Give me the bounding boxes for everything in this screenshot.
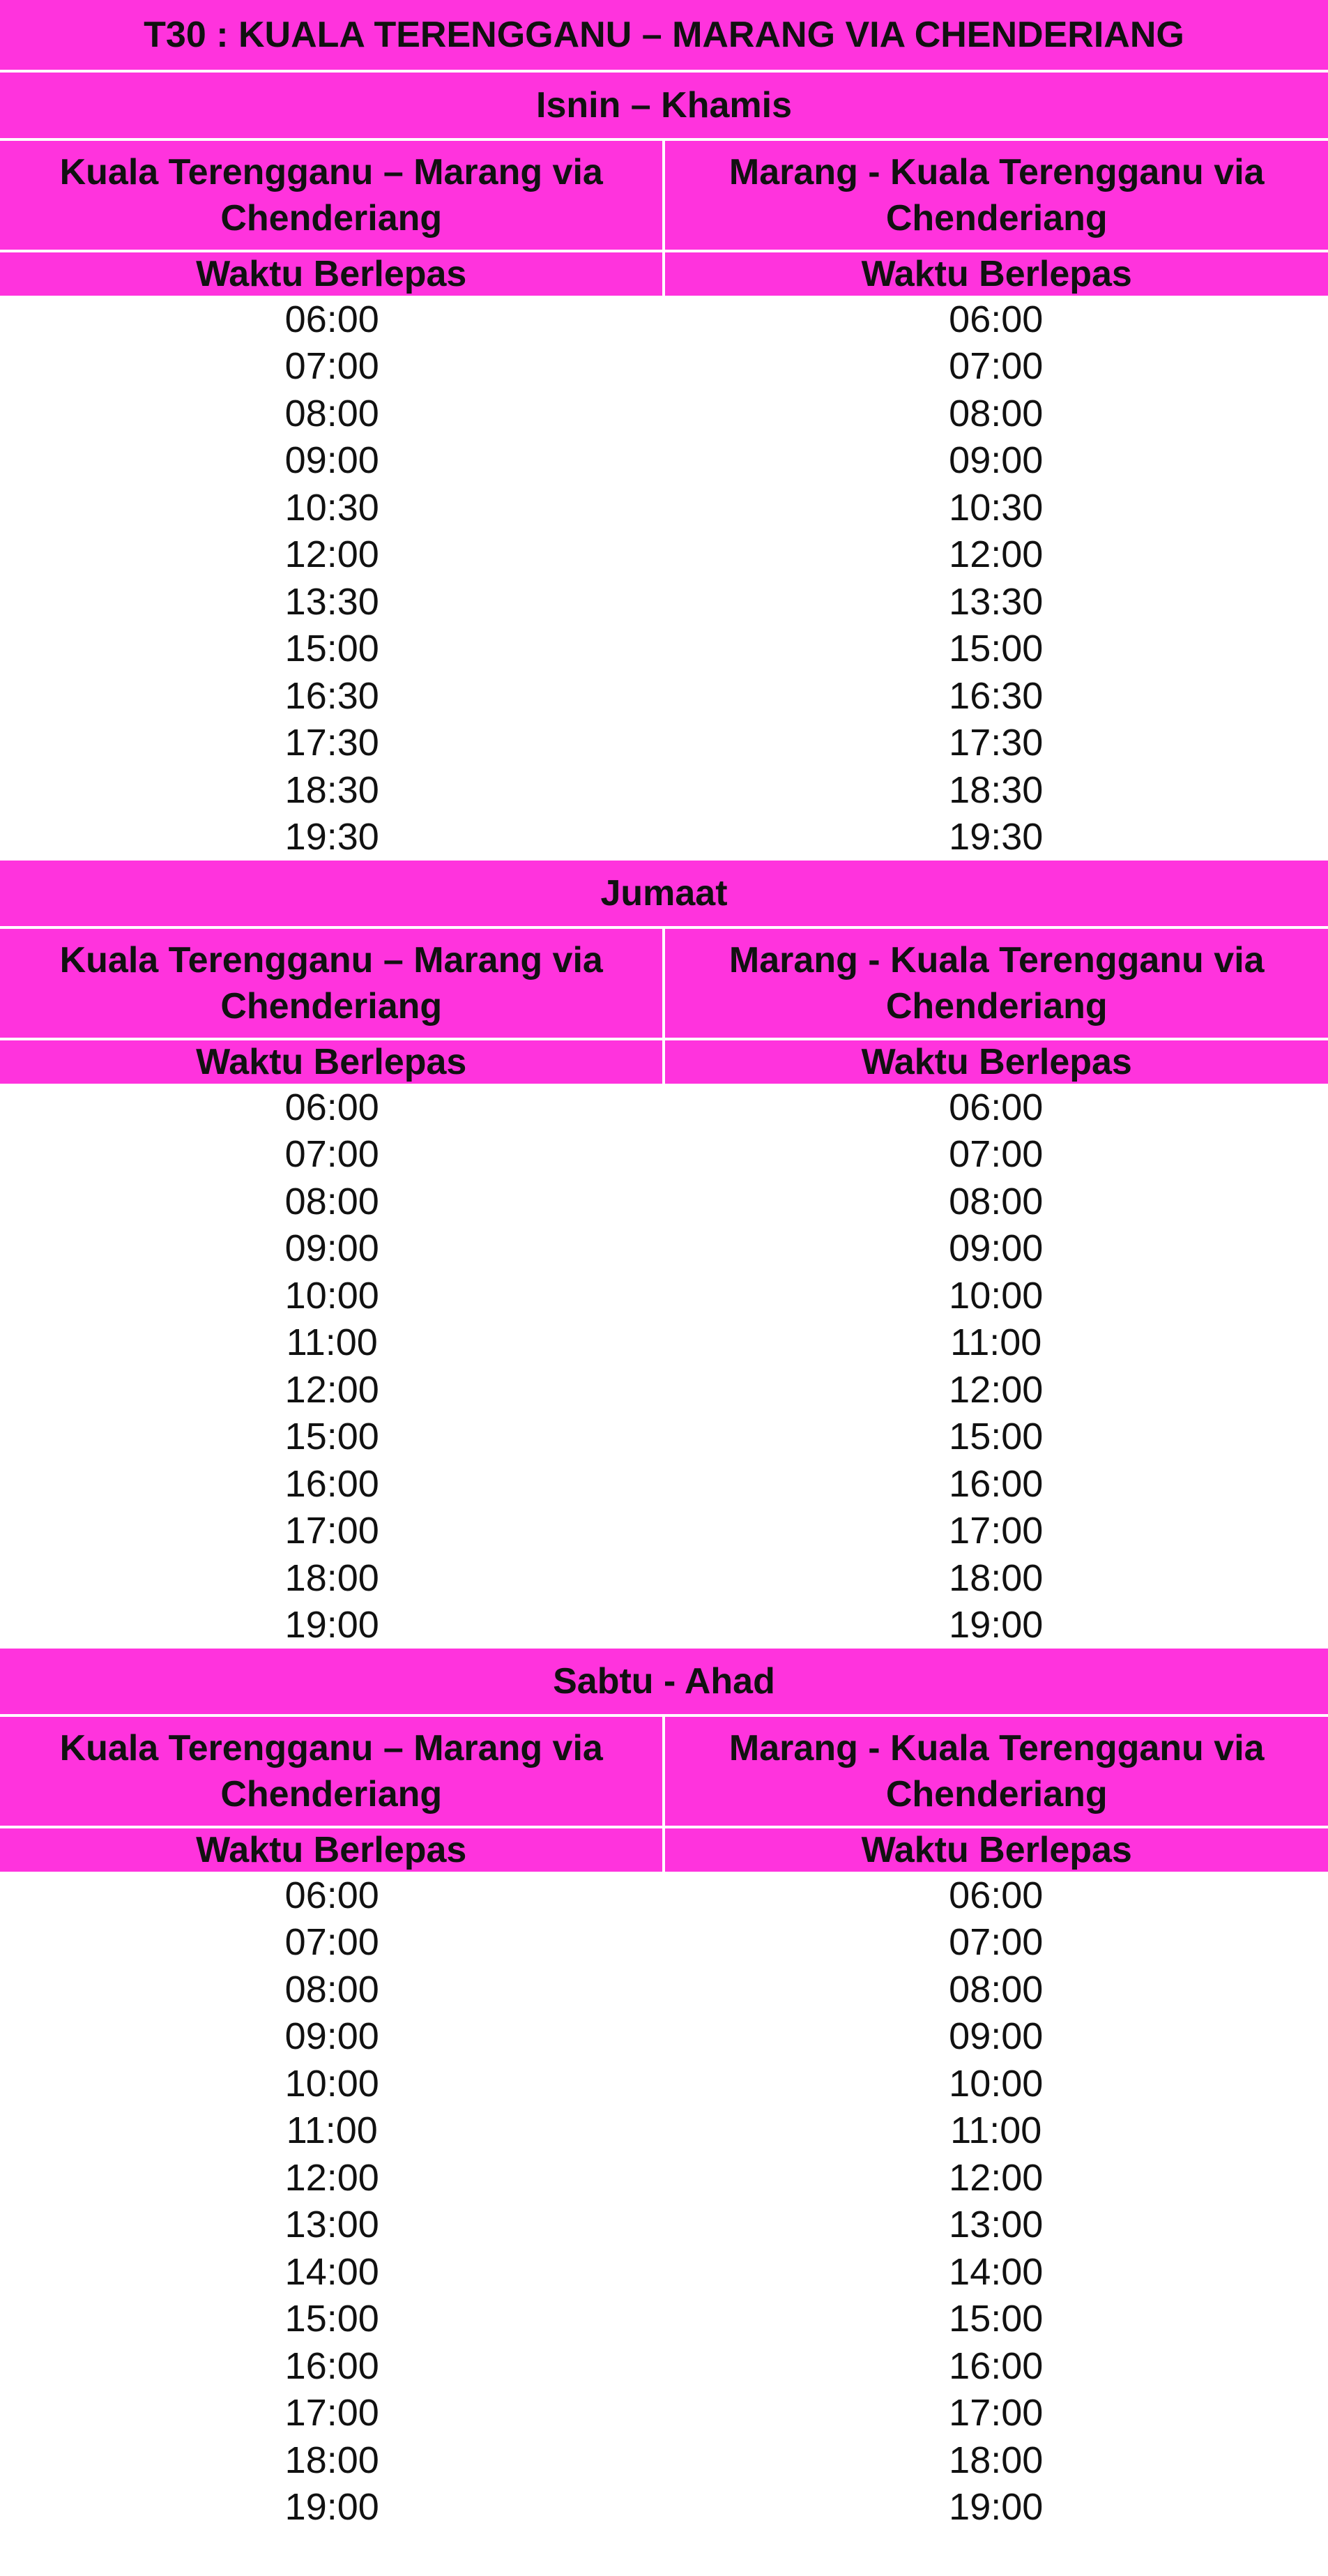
departure-time-b: 07:00 xyxy=(664,1131,1328,1179)
departure-time-b: 10:30 xyxy=(664,484,1328,531)
time-row xyxy=(0,2154,1328,2202)
time-row xyxy=(0,626,1328,673)
departure-time-a: 11:00 xyxy=(0,2107,664,2155)
time-row xyxy=(0,1508,1328,1555)
departure-label-b: Waktu Berlepas xyxy=(664,251,1328,296)
day-heading: Sabtu - Ahad xyxy=(0,1649,1328,1715)
departure-time-a: 10:00 xyxy=(0,2060,664,2107)
departure-time-a: 12:00 xyxy=(0,2154,664,2202)
departure-time-b: 19:00 xyxy=(664,2484,1328,2531)
departure-time-a: 15:00 xyxy=(0,1414,664,1461)
time-row xyxy=(0,484,1328,531)
day-heading: Jumaat xyxy=(0,861,1328,927)
departure-time-b: 16:30 xyxy=(664,672,1328,720)
departure-time-a: 16:00 xyxy=(0,1460,664,1508)
departure-time-b: 06:00 xyxy=(664,1872,1328,1919)
departure-label-a: Waktu Berlepas xyxy=(0,1827,664,1872)
time-row xyxy=(0,578,1328,626)
time-row xyxy=(0,2437,1328,2484)
time-row xyxy=(0,2484,1328,2531)
departure-time-b: 09:00 xyxy=(664,437,1328,485)
departure-time-a: 14:00 xyxy=(0,2248,664,2296)
departure-time-b: 12:00 xyxy=(664,1366,1328,1414)
departure-time-b: 18:30 xyxy=(664,766,1328,814)
departure-time-a: 09:00 xyxy=(0,2013,664,2061)
departure-time-a: 09:00 xyxy=(0,1225,664,1273)
time-row xyxy=(0,1178,1328,1225)
departure-time-a: 18:00 xyxy=(0,2437,664,2484)
time-row xyxy=(0,1966,1328,2013)
time-row xyxy=(0,390,1328,437)
departure-time-a: 11:00 xyxy=(0,1319,664,1367)
time-row xyxy=(0,1084,1328,1131)
direction-a-heading: Kuala Terengganu – Marang via Chenderiang xyxy=(0,1715,664,1827)
departure-time-a: 06:00 xyxy=(0,1872,664,1919)
departure-time-a: 09:00 xyxy=(0,437,664,485)
time-row xyxy=(0,531,1328,579)
departure-time-a: 08:00 xyxy=(0,1178,664,1225)
time-row xyxy=(0,2202,1328,2249)
departure-time-b: 08:00 xyxy=(664,390,1328,437)
departure-time-a: 17:30 xyxy=(0,720,664,767)
departure-label-row xyxy=(0,251,1328,296)
time-row xyxy=(0,1414,1328,1461)
time-row xyxy=(0,1319,1328,1367)
day-row xyxy=(0,861,1328,927)
departure-time-a: 13:30 xyxy=(0,578,664,626)
departure-time-b: 19:30 xyxy=(664,814,1328,861)
departure-time-a: 18:00 xyxy=(0,1554,664,1602)
time-row xyxy=(0,1872,1328,1919)
departure-time-a: 06:00 xyxy=(0,1084,664,1131)
departure-time-a: 16:00 xyxy=(0,2342,664,2390)
time-row xyxy=(0,437,1328,485)
departure-time-b: 06:00 xyxy=(664,296,1328,343)
time-row xyxy=(0,2107,1328,2155)
time-row xyxy=(0,1131,1328,1179)
direction-b-heading: Marang - Kuala Terengganu via Chenderiang xyxy=(664,927,1328,1039)
departure-time-b: 11:00 xyxy=(664,1319,1328,1367)
time-row xyxy=(0,720,1328,767)
departure-time-b: 12:00 xyxy=(664,531,1328,579)
direction-row xyxy=(0,927,1328,1039)
departure-time-b: 17:30 xyxy=(664,720,1328,767)
title-row xyxy=(0,0,1328,71)
departure-time-a: 13:00 xyxy=(0,2202,664,2249)
departure-time-a: 19:00 xyxy=(0,1602,664,1649)
route-title: T30 : KUALA TERENGGANU – MARANG VIA CHENDERIANG xyxy=(0,0,1328,71)
departure-time-a: 17:00 xyxy=(0,1508,664,1555)
direction-a-heading: Kuala Terengganu – Marang via Chenderiang xyxy=(0,927,664,1039)
departure-time-a: 16:30 xyxy=(0,672,664,720)
departure-label-row xyxy=(0,1827,1328,1872)
departure-time-b: 18:00 xyxy=(664,1554,1328,1602)
departure-time-b: 08:00 xyxy=(664,1178,1328,1225)
time-row xyxy=(0,1919,1328,1967)
departure-time-a: 18:30 xyxy=(0,766,664,814)
time-row xyxy=(0,2390,1328,2437)
departure-time-a: 08:00 xyxy=(0,1966,664,2013)
time-row xyxy=(0,1225,1328,1273)
departure-time-b: 09:00 xyxy=(664,1225,1328,1273)
departure-label-row xyxy=(0,1039,1328,1084)
time-row xyxy=(0,1272,1328,1319)
departure-time-a: 10:30 xyxy=(0,484,664,531)
departure-time-a: 07:00 xyxy=(0,1919,664,1967)
departure-time-b: 19:00 xyxy=(664,1602,1328,1649)
time-row xyxy=(0,1460,1328,1508)
departure-time-a: 07:00 xyxy=(0,1131,664,1179)
departure-time-a: 06:00 xyxy=(0,296,664,343)
departure-label-b: Waktu Berlepas xyxy=(664,1039,1328,1084)
departure-time-a: 15:00 xyxy=(0,2296,664,2343)
departure-label-b: Waktu Berlepas xyxy=(664,1827,1328,1872)
time-row xyxy=(0,1602,1328,1649)
departure-time-b: 13:00 xyxy=(664,2202,1328,2249)
time-row xyxy=(0,2013,1328,2061)
departure-time-b: 09:00 xyxy=(664,2013,1328,2061)
departure-time-b: 17:00 xyxy=(664,1508,1328,1555)
time-row xyxy=(0,1366,1328,1414)
departure-time-b: 15:00 xyxy=(664,1414,1328,1461)
time-row xyxy=(0,2248,1328,2296)
departure-time-b: 18:00 xyxy=(664,2437,1328,2484)
direction-row xyxy=(0,1715,1328,1827)
direction-a-heading: Kuala Terengganu – Marang via Chenderiang xyxy=(0,139,664,251)
departure-time-a: 19:30 xyxy=(0,814,664,861)
departure-time-a: 19:00 xyxy=(0,2484,664,2531)
departure-time-a: 10:00 xyxy=(0,1272,664,1319)
departure-time-a: 12:00 xyxy=(0,531,664,579)
departure-time-b: 10:00 xyxy=(664,2060,1328,2107)
time-row xyxy=(0,2296,1328,2343)
time-row xyxy=(0,672,1328,720)
day-row xyxy=(0,71,1328,139)
departure-time-a: 08:00 xyxy=(0,390,664,437)
departure-time-b: 14:00 xyxy=(664,2248,1328,2296)
departure-time-b: 10:00 xyxy=(664,1272,1328,1319)
departure-time-b: 06:00 xyxy=(664,1084,1328,1131)
departure-time-b: 08:00 xyxy=(664,1966,1328,2013)
time-row xyxy=(0,343,1328,391)
day-heading: Isnin – Khamis xyxy=(0,71,1328,139)
departure-time-b: 07:00 xyxy=(664,1919,1328,1967)
departure-label-a: Waktu Berlepas xyxy=(0,1039,664,1084)
departure-time-a: 12:00 xyxy=(0,1366,664,1414)
time-row xyxy=(0,814,1328,861)
departure-time-b: 16:00 xyxy=(664,1460,1328,1508)
direction-b-heading: Marang - Kuala Terengganu via Chenderiang xyxy=(664,1715,1328,1827)
departure-time-b: 15:00 xyxy=(664,626,1328,673)
direction-b-heading: Marang - Kuala Terengganu via Chenderiang xyxy=(664,139,1328,251)
departure-label-a: Waktu Berlepas xyxy=(0,251,664,296)
day-row xyxy=(0,1649,1328,1715)
departure-time-b: 07:00 xyxy=(664,343,1328,391)
departure-time-b: 16:00 xyxy=(664,2342,1328,2390)
time-row xyxy=(0,296,1328,343)
departure-time-b: 13:30 xyxy=(664,578,1328,626)
time-row xyxy=(0,2342,1328,2390)
direction-row xyxy=(0,139,1328,251)
departure-time-b: 15:00 xyxy=(664,2296,1328,2343)
departure-time-b: 11:00 xyxy=(664,2107,1328,2155)
departure-time-a: 17:00 xyxy=(0,2390,664,2437)
departure-time-a: 15:00 xyxy=(0,626,664,673)
departure-time-b: 12:00 xyxy=(664,2154,1328,2202)
time-row xyxy=(0,1554,1328,1602)
time-row xyxy=(0,766,1328,814)
departure-time-b: 17:00 xyxy=(664,2390,1328,2437)
departure-time-a: 07:00 xyxy=(0,343,664,391)
time-row xyxy=(0,2060,1328,2107)
